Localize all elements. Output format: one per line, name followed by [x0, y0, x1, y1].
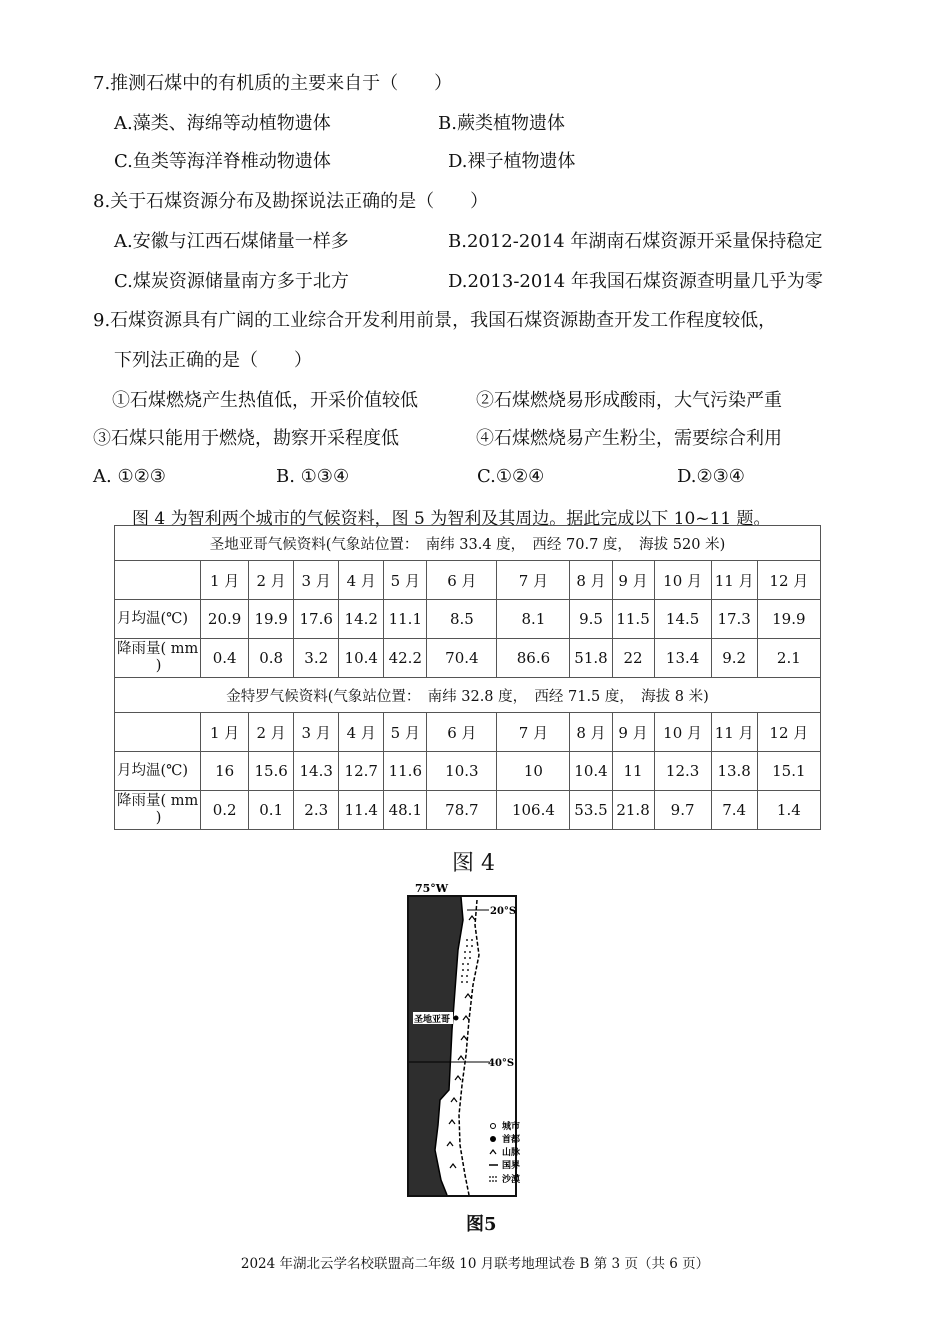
q8-option-d: D.2013-2014 年我国石煤资源查明量几乎为零 — [448, 271, 823, 292]
chile-map — [405, 880, 520, 1200]
rainfall-cell: 11.4 — [339, 791, 384, 830]
legend-city: 城市 — [502, 1122, 520, 1132]
temperature-cell: 14.3 — [294, 752, 339, 791]
rainfall-cell: 1.4 — [757, 791, 820, 830]
rainfall-label-line2: ) — [155, 658, 162, 674]
temperature-cell: 8.1 — [497, 600, 570, 639]
month-header: 3 月 — [294, 561, 339, 600]
month-header: 6 月 — [427, 713, 497, 752]
mountain-legend-icon — [490, 1150, 496, 1154]
temperature-cell: 11.1 — [384, 600, 427, 639]
temperature-cell: 15.1 — [757, 752, 820, 791]
temperature-cell: 19.9 — [757, 600, 820, 639]
temperature-cell: 15.6 — [249, 752, 294, 791]
rainfall-label-line1: 降雨量( mm — [117, 793, 199, 809]
legend-capital: 首都 — [502, 1135, 520, 1145]
month-header: 8 月 — [570, 561, 612, 600]
month-header: 12 月 — [757, 561, 820, 600]
temperature-row — [115, 600, 821, 639]
temperature-cell: 17.3 — [711, 600, 757, 639]
rainfall-cell: 2.3 — [294, 791, 339, 830]
legend-mountain: 山脉 — [502, 1148, 520, 1158]
month-header: 9 月 — [612, 713, 654, 752]
temperature-cell: 11 — [612, 752, 654, 791]
q7-option-c: C.鱼类等海洋脊椎动物遗体 — [114, 151, 331, 172]
q7-stem: 7.推测石煤中的有机质的主要来自于（ ） — [93, 73, 453, 94]
rainfall-cell: 48.1 — [384, 791, 427, 830]
rainfall-label — [115, 639, 201, 678]
rainfall-cell: 9.2 — [711, 639, 757, 678]
station-title: 金特罗气候资料(气象站位置： 南纬 32.8 度， 西经 71.5 度， 海拔 8 米) — [115, 678, 821, 713]
row-label-empty — [115, 561, 201, 600]
temperature-cell: 13.8 — [711, 752, 757, 791]
month-header: 11 月 — [711, 713, 757, 752]
rainfall-cell: 7.4 — [711, 791, 757, 830]
rainfall-label — [115, 791, 201, 830]
city-legend-icon — [491, 1124, 496, 1129]
rainfall-cell: 106.4 — [497, 791, 570, 830]
rainfall-cell: 3.2 — [294, 639, 339, 678]
month-header: 1 月 — [201, 713, 249, 752]
ocean-area — [409, 897, 463, 1195]
q8-option-b: B.2012-2014 年湖南石煤资源开采量保持稳定 — [448, 231, 823, 252]
climate-table — [114, 525, 821, 830]
station-title-row — [115, 526, 821, 561]
temperature-cell: 14.2 — [339, 600, 384, 639]
figure-5-caption: 图5 — [466, 1214, 497, 1235]
month-header: 6 月 — [427, 561, 497, 600]
q8-option-c: C.煤炭资源储量南方多于北方 — [114, 271, 349, 292]
month-header: 4 月 — [339, 713, 384, 752]
lat-20-label: 20°S — [490, 906, 517, 917]
month-header-row — [115, 561, 821, 600]
temperature-cell: 17.6 — [294, 600, 339, 639]
temperature-cell: 10.3 — [427, 752, 497, 791]
rainfall-cell: 0.8 — [249, 639, 294, 678]
legend-border: 国界 — [502, 1161, 520, 1171]
month-header: 2 月 — [249, 561, 294, 600]
rainfall-cell: 78.7 — [427, 791, 497, 830]
capital-marker — [454, 1016, 459, 1021]
rainfall-cell: 2.1 — [757, 639, 820, 678]
temperature-label: 月均温(℃) — [115, 600, 201, 639]
q9-option-a: A. ①②③ — [93, 466, 166, 487]
q9-stem-line2: 下列法正确的是（ ） — [114, 350, 312, 371]
lat-40-label: 40°S — [488, 1058, 515, 1069]
month-header: 11 月 — [711, 561, 757, 600]
temperature-label: 月均温(℃) — [115, 752, 201, 791]
station-title: 圣地亚哥气候资料(气象站位置： 南纬 33.4 度， 西经 70.7 度， 海拔 520 米) — [115, 526, 821, 561]
rainfall-cell: 9.7 — [654, 791, 711, 830]
legend-desert: 沙漠 — [502, 1175, 520, 1185]
rainfall-cell: 13.4 — [654, 639, 711, 678]
q7-option-b: B.蕨类植物遗体 — [438, 113, 565, 134]
q8-stem: 8.关于石煤资源分布及勘探说法正确的是（ ） — [93, 191, 489, 212]
month-header: 10 月 — [654, 561, 711, 600]
page-footer: 2024 年湖北云学名校联盟高二年级 10 月联考地理试卷 B 第 3 页（共 6 页） — [240, 1256, 710, 1272]
rainfall-label-line1: 降雨量( mm — [117, 641, 199, 657]
map-legend — [489, 1120, 520, 1185]
temperature-cell: 16 — [201, 752, 249, 791]
rainfall-cell: 0.1 — [249, 791, 294, 830]
rainfall-row — [115, 791, 821, 830]
q9-statement-4: ④石煤燃烧易产生粉尘，需要综合利用 — [476, 428, 782, 449]
figure-4-caption: 图 4 — [452, 851, 495, 876]
q9-option-b: B. ①③④ — [276, 466, 350, 487]
rainfall-cell: 53.5 — [570, 791, 612, 830]
border-line — [459, 900, 479, 1195]
desert-legend-icon — [489, 1176, 497, 1182]
month-header: 1 月 — [201, 561, 249, 600]
temperature-cell: 9.5 — [570, 600, 612, 639]
rainfall-cell: 86.6 — [497, 639, 570, 678]
temperature-cell: 11.5 — [612, 600, 654, 639]
row-label-empty — [115, 713, 201, 752]
month-header: 4 月 — [339, 561, 384, 600]
q7-option-a: A.藻类、海绵等动植物遗体 — [114, 113, 331, 134]
temperature-cell: 12.3 — [654, 752, 711, 791]
capital-legend-icon — [490, 1136, 496, 1142]
desert-dots — [461, 939, 473, 983]
station-title-row — [115, 678, 821, 713]
rainfall-cell: 51.8 — [570, 639, 612, 678]
month-header: 7 月 — [497, 561, 570, 600]
temperature-cell: 19.9 — [249, 600, 294, 639]
temperature-cell: 11.6 — [384, 752, 427, 791]
q8-option-a: A.安徽与江西石煤储量一样多 — [114, 231, 349, 252]
rainfall-cell: 42.2 — [384, 639, 427, 678]
rainfall-cell: 10.4 — [339, 639, 384, 678]
temperature-cell: 20.9 — [201, 600, 249, 639]
q7-option-d: D.裸子植物遗体 — [448, 151, 576, 172]
q9-stem-line1: 9.石煤资源具有广阔的工业综合开发利用前景，我国石煤资源勘查开发工作程度较低， — [93, 310, 777, 331]
month-header: 9 月 — [612, 561, 654, 600]
q9-option-d: D.②③④ — [677, 466, 745, 487]
temperature-cell: 12.7 — [339, 752, 384, 791]
q9-statement-3: ③石煤只能用于燃烧，勘察开采程度低 — [93, 428, 399, 449]
temperature-cell: 8.5 — [427, 600, 497, 639]
q9-statement-2: ②石煤燃烧易形成酸雨，大气污染严重 — [476, 390, 782, 411]
month-header: 5 月 — [384, 713, 427, 752]
month-header: 2 月 — [249, 713, 294, 752]
month-header: 8 月 — [570, 713, 612, 752]
rainfall-row — [115, 639, 821, 678]
month-header: 5 月 — [384, 561, 427, 600]
figure-intro: 图 4 为智利两个城市的气候资料，图 5 为智利及其周边。据此完成以下 10~11 题。 — [132, 509, 771, 529]
month-header: 7 月 — [497, 713, 570, 752]
rainfall-cell: 21.8 — [612, 791, 654, 830]
temperature-cell: 10.4 — [570, 752, 612, 791]
q9-statement-1: ①石煤燃烧产生热值低，开采价值较低 — [112, 390, 418, 411]
temperature-cell: 10 — [497, 752, 570, 791]
rainfall-cell: 22 — [612, 639, 654, 678]
rainfall-cell: 0.2 — [201, 791, 249, 830]
temperature-row — [115, 752, 821, 791]
month-header-row — [115, 713, 821, 752]
rainfall-cell: 0.4 — [201, 639, 249, 678]
q9-option-c: C.①②④ — [477, 466, 545, 487]
lon-label: 75°W — [415, 882, 449, 895]
month-header: 3 月 — [294, 713, 339, 752]
rainfall-cell: 70.4 — [427, 639, 497, 678]
month-header: 12 月 — [757, 713, 820, 752]
city-label: 圣地亚哥 — [414, 1015, 451, 1025]
month-header: 10 月 — [654, 713, 711, 752]
rainfall-label-line2: ) — [155, 810, 162, 826]
temperature-cell: 14.5 — [654, 600, 711, 639]
